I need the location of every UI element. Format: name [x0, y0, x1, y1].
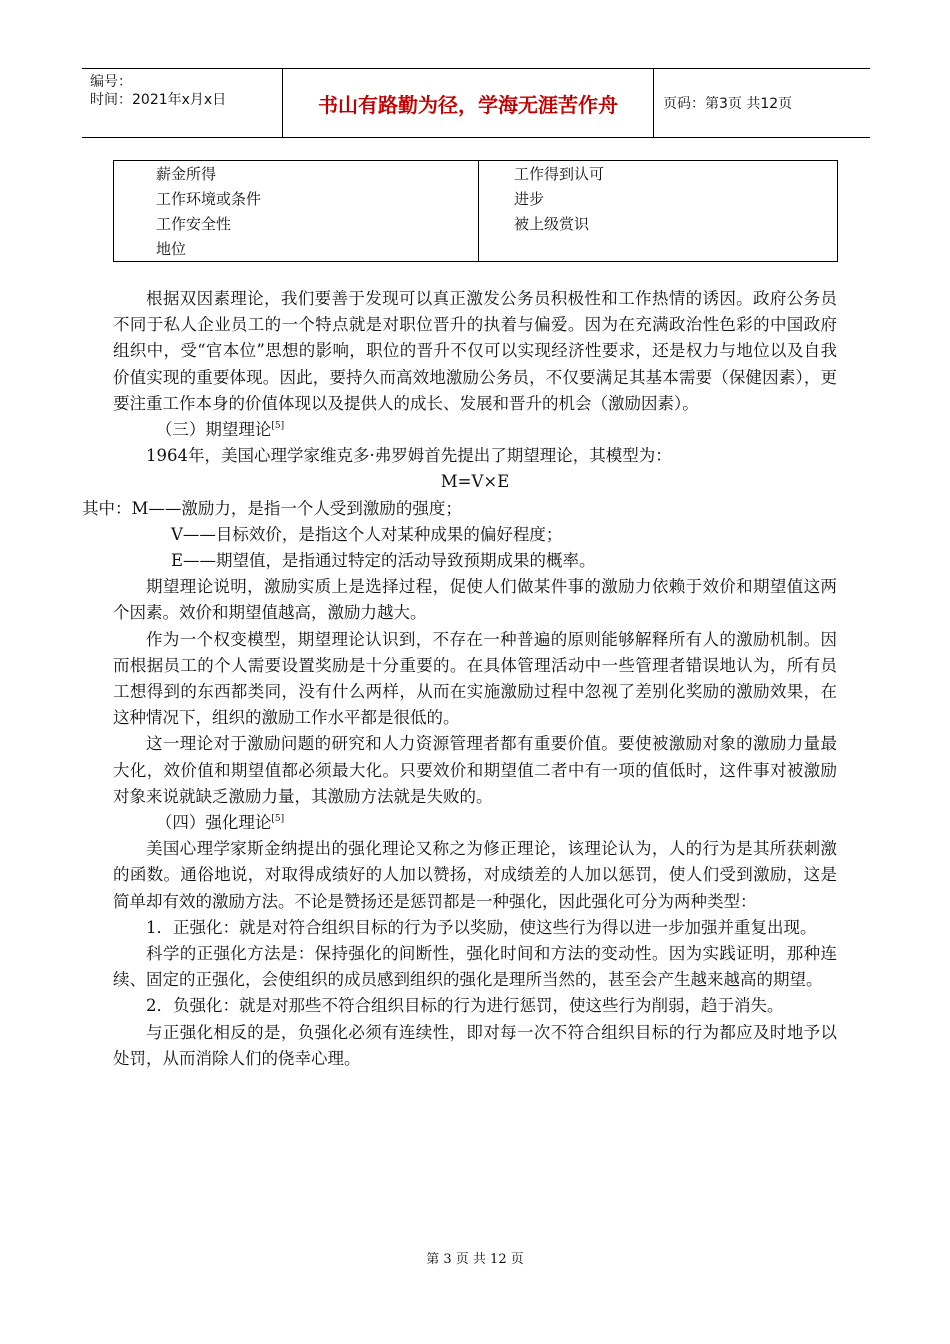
- paragraph: 与正强化相反的是，负强化必须有连续性，即对每一次不符合组织目标的行为都应及时地予以处罚，从而消除人们的侥幸心理。: [113, 1022, 837, 1068]
- table-cell: 工作得到认可: [514, 165, 605, 183]
- paragraph: 根据双因素理论，我们要善于发现可以真正激发公务员积极性和工作热情的诱因。政府公务员不同于私人企业员工的一个特点就是对职位晋升的执着与偏爱。因为在充满政治性色彩的中国政府组织中，受“官本位”思想的影响，职位的晋升不仅可以实现经济性要求，还是权力与地位以及自我价值实现的重要体现。因此，要持久而高效地激励公务员，不仅要满足其基本需要（保健因素），更要注重工作本身的价值体现以及提供人的成长、发展和晋升的机会（激励因素）。: [113, 289, 837, 413]
- paragraph: 作为一个权变模型，期望理论认识到，不存在一种普遍的原则能够解释所有人的激励机制。因而根据员工的个人需要设置奖励是十分重要的。在具体管理活动中一些管理者错误地认为，所有员工想得到的东西都类同，没有什么两样，从而在实施激励过程中忽视了差别化奖励的激励效果，在这种情况下，组织的激励工作水平都是很低的。: [113, 629, 837, 728]
- number-label: 编号：: [90, 74, 132, 90]
- page-header: [82, 68, 870, 138]
- table-cell: 被上级赏识: [514, 215, 590, 233]
- table-cell: 工作安全性: [156, 215, 232, 233]
- section-title: （四）强化理论: [155, 813, 272, 833]
- header-page-info: 页码：第3页 共12页: [663, 96, 793, 112]
- paragraph: 这一理论对于激励问题的研究和人力资源管理者都有重要价值。要使被激励对象的激励力量最大化，效价值和期望值都必须最大化。只要效价和期望值二者中有一项的值低时，这件事对被激励对象来说就缺乏激励力量，其激励方法就是失败的。: [113, 734, 837, 806]
- section-title: （三）期望理论: [155, 420, 272, 440]
- formula: M=V×E: [440, 472, 510, 492]
- paragraph: 科学的正强化方法是：保持强化的间断性，强化时间和方法的变动性。因为实践证明，那种连续、固定的正强化，会使组织的成员感到组织的强化是理所当然的，甚至会产生越来越高的期望。: [113, 944, 837, 990]
- table-cell: 进步: [514, 190, 545, 208]
- section-heading-reinforcement: [113, 810, 837, 836]
- time-label: 时间：2021年x月x日: [90, 92, 227, 108]
- table-cell: 工作环境或条件: [156, 190, 262, 208]
- section-heading-expectancy: [113, 417, 837, 443]
- definition-m: 其中：M——激励力，是指一个人受到激励的强度；: [82, 498, 462, 518]
- paragraph: 1964年，美国心理学家维克多·弗罗姆首先提出了期望理论，其模型为：: [146, 446, 672, 466]
- factor-table: [113, 160, 838, 262]
- table-divider: [478, 161, 479, 261]
- page-footer: 第 3 页 共 12 页: [426, 1252, 524, 1267]
- hygiene-factors-column: [156, 162, 261, 262]
- paragraph: 2．负强化：就是对那些不符合组织目标的行为进行惩罚，使这些行为削弱，趋于消失。: [146, 996, 784, 1016]
- motivator-factors-column: [514, 162, 604, 237]
- paragraph: 期望理论说明，激励实质上是选择过程，促使人们做某件事的激励力依赖于效价和期望值这两个因素。效价和期望值越高，激励力越大。: [113, 577, 837, 623]
- definition-v: V——目标效价，是指这个人对某种成果的偏好程度；: [171, 524, 563, 544]
- header-meta: [82, 69, 282, 137]
- citation-ref: [5]: [271, 421, 285, 432]
- header-motto: 书山有路勤为径，学海无涯苦作舟: [282, 69, 654, 137]
- paragraph: 1．正强化：就是对符合组织目标的行为予以奖励，使这些行为得以进一步加强并重复出现。: [146, 917, 817, 937]
- table-cell: 地位: [156, 240, 187, 258]
- table-cell: 薪金所得: [156, 165, 217, 183]
- definition-e: E——期望值，是指通过特定的活动导致预期成果的概率。: [171, 551, 596, 571]
- citation-ref: [5]: [271, 814, 285, 825]
- paragraph: 美国心理学家斯金纳提出的强化理论又称之为修正理论，该理论认为，人的行为是其所获刺激的函数。通俗地说，对取得成绩好的人加以赞扬，对成绩差的人加以惩罚，使人们受到激励，这是简单却有效的激励方法。不论是赞扬还是惩罚都是一种强化，因此强化可分为两种类型：: [113, 839, 837, 911]
- document-body: [82, 286, 837, 1072]
